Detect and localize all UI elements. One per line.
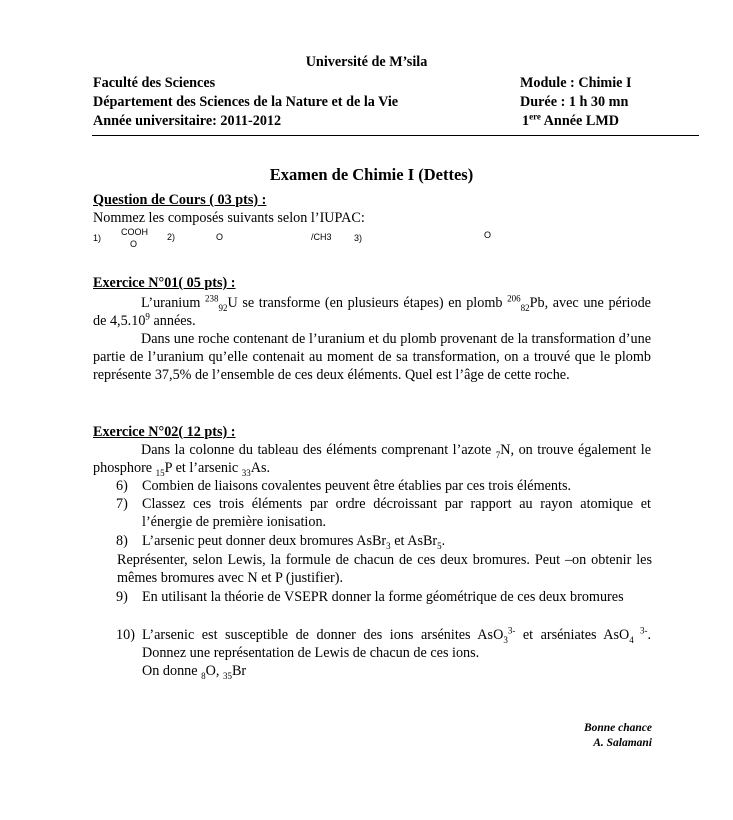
exercise-2-intro: Dans la colonne du tableau des éléments comprenant l’azote $_7$N, on trouve également le phosphore $_{15}$P et l’arsenic $_{33}$As. [93, 442, 652, 478]
university-name: Université de M’sila [305, 54, 428, 70]
item-10-text: L’arsenic est susceptible de donner des ions arsénites AsO$_3^{3-}$ et arséniates AsO$_4$ $^{3-}$. Donnez une représentation de Lewis de chacun de ces ions. [142, 625, 652, 661]
question-heading: Question de Cours ( 03 pts) : [93, 192, 267, 208]
given-elements: On donne $_8$O, $_{35}$Br [142, 663, 247, 681]
exam-title: Examen de Chimie I (Dettes) [269, 165, 474, 184]
item-9-number: 9) [116, 589, 128, 605]
structure-4-oxygen: O [484, 230, 492, 240]
faculty-name: Faculté des Sciences [93, 75, 216, 91]
study-level: 1ere Année LMD [522, 111, 619, 129]
structure-1-oxygen: O [130, 239, 138, 249]
structure-2-oxygen: O [216, 232, 224, 242]
module-name: Module : Chimie I [520, 75, 632, 91]
academic-year: Année universitaire: 2011-2012 [93, 113, 282, 129]
department-name: Département des Sciences de la Nature et de la Vie [93, 94, 399, 110]
exercise-1-paragraph-1: L’uranium $^{238}_{92}$U se transforme (en plusieurs étapes) en plomb $^{206}_{82}$Pb, avec une période de 4,5.10$^9$ années. [93, 293, 651, 329]
lewis-instruction: Représenter, selon Lewis, la formule de chacun de ces deux bromures. Peut –on obtenir les mêmes bromures avec N et P (justifier). [117, 552, 652, 586]
item-10-number: 10) [116, 627, 135, 643]
exam-duration: Durée : 1 h 30 mn [520, 94, 629, 110]
good-luck-note: Bonne chance [583, 722, 652, 734]
item-8-text: L’arsenic peut donner deux bromures AsBr$_3$ et AsBr$_5$. [142, 533, 446, 551]
structure-number-2: 2) [167, 232, 176, 242]
header-divider [92, 135, 699, 136]
item-7-text: Classez ces trois éléments par ordre décroissant par rapport au rayon atomique et l’énergie de première ionisation. [142, 496, 651, 530]
structure-1-cooh: COOH [121, 227, 148, 237]
item-6-number: 6) [116, 478, 128, 494]
item-9-text: En utilisant la théorie de VSEPR donner la forme géométrique de ces deux bromures [142, 589, 624, 605]
item-6-text: Combien de liaisons covalentes peuvent être établies par ces trois éléments. [142, 478, 572, 494]
structure-number-1: 1) [93, 233, 102, 243]
question-intro: Nommez les composés suivants selon l’IUPAC: [93, 210, 365, 226]
exercise-1-heading: Exercice N°01( 05 pts) : [93, 275, 236, 291]
exercise-1-paragraph-2: Dans une roche contenant de l’uranium et du plomb provenant de la transformation d’une partie de l’uranium qu’elle contenait au moment de sa transformation, on a trouvé que le plomb représente 37,5% de l’ensemble de ces deux éléments. Quel est l’âge de cette roche. [93, 331, 651, 383]
exercise-2-heading: Exercice N°02( 12 pts) : [93, 424, 236, 440]
structure-3-methyl: /CH3 [311, 232, 332, 242]
structure-number-3: 3) [354, 233, 363, 243]
item-8-number: 8) [116, 533, 128, 549]
item-7-number: 7) [116, 496, 128, 512]
author-signature: A. Salamani [593, 737, 652, 749]
